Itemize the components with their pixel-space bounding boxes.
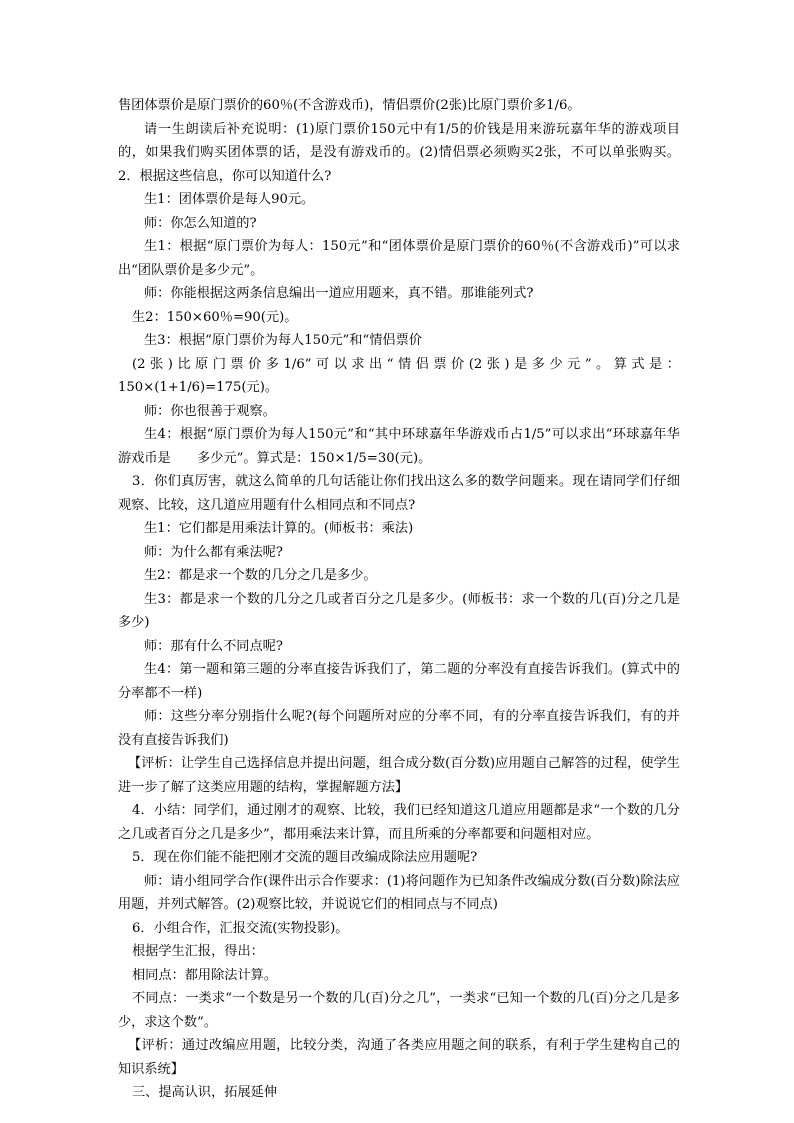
paragraph-30: 三、提高认识，拓展延伸	[132, 1085, 278, 1100]
paragraph-23: 5．现在你们能不能把刚才交流的题目改编成除法应用题呢?	[132, 850, 478, 865]
paragraph-2: 请一生朗读后补充说明：(1)原门票价150元中有1/5的价钱是用来游玩嘉年华的游戏项目的，如果我们购买团体票的话，是没有游戏币的。(2)情侣票必须购买2张，不可以单张购买。2．根据这些信息，你可以知道什么?	[118, 121, 680, 184]
paragraph-27: 相同点：都用除法计算。	[132, 967, 278, 983]
paragraph-25: 6．小组合作，汇报交流(实物投影)。	[132, 920, 349, 936]
paragraph-16: 生2：都是求一个数的几分之几是多少。	[144, 568, 377, 583]
paragraph-10: 150×(1+1/6)=175(元)。	[118, 380, 279, 395]
paragraph-7: 生2：150×60％=90(元)。	[132, 309, 298, 325]
paragraph-24: 师：请小组同学合作(课件出示合作要求：(1)将问题作为已知条件改编成分数(百分数)除法应用题，并列式解答。(2)观察比较，并说说它们的相同点与不同点)	[118, 873, 680, 912]
paragraph-4: 师：你怎么知道的?	[144, 215, 257, 231]
paragraph-22: 4．小结：同学们，通过刚才的观察、比较，我们已经知道这几道应用题都是求“一个数的几分之几或者百分之几是多少”，都用乘法来计算，而且所乘的分率都要和问题相对应。	[118, 803, 680, 842]
paragraph-5: 生1：根据“原门票价为每人：150元”和“团体票价是原门票价的60％(不含游戏币)”可以求出“团队票价是多少元”。	[118, 239, 680, 278]
paragraph-19: 生4：第一题和第三题的分率直接告诉我们了，第二题的分率没有直接告诉我们。(算式中的分率都不一样)	[118, 662, 680, 701]
paragraph-17: 生3：都是求一个数的几分之几或者百分之几是多少。(师板书：求一个数的几(百)分之几是多少)	[118, 591, 680, 630]
paragraph-11: 师：你也很善于观察。	[144, 403, 276, 419]
paragraph-15: 师：为什么都有乘法呢?	[144, 544, 283, 560]
paragraph-29: 【评析：通过改编应用题，比较分类，沟通了各类应用题之间的联系，有利于学生建构自己的知识系统】	[118, 1038, 680, 1077]
paragraph-8: 生3：根据“原门票价为每人150元”和“情侣票价	[144, 333, 422, 348]
paragraph-14: 生1：它们都是用乘法计算的。(师板书：乘法)	[144, 521, 414, 536]
paragraph-9: (2张)比原门票价多1/6”可以求出“情侣票价(2张)是多少元”。算式是：	[132, 356, 680, 372]
paragraph-1: 售团体票价是原门票价的60％(不含游戏币)，情侣票价(2张)比原门票价多1/6。	[118, 98, 581, 113]
paragraph-12: 生4：根据“原门票价为每人150元”和“其中环球嘉年华游戏币占1/5”可以求出“环球嘉年华游戏币是 多少元”。算式是：150×1/5=30(元)。	[118, 427, 680, 466]
paragraph-3: 生1：团体票价是每人90元。	[144, 192, 315, 207]
document-body	[118, 94, 680, 1105]
paragraph-13: 3．你们真厉害，就这么简单的几句话能让你们找出这么多的数学问题来。现在请同学们仔细观察、比较，这几道应用题有什么相同点和不同点?	[118, 474, 680, 513]
paragraph-21: 【评析：让学生自己选择信息并提出问题，组合成分数(百分数)应用题自己解答的过程，使学生进一步了解了这类应用题的结构，掌握解题方法】	[118, 756, 680, 795]
paragraph-20: 师：这些分率分别指什么呢?(每个问题所对应的分率不同，有的分率直接告诉我们，有的并没有直接告诉我们)	[118, 709, 680, 748]
paragraph-6: 师：你能根据这两条信息编出一道应用题来，真不错。那谁能列式?	[144, 286, 534, 301]
paragraph-26: 根据学生汇报，得出：	[132, 944, 264, 959]
paragraph-18: 师：那有什么不同点呢?	[144, 638, 283, 654]
paragraph-28: 不同点：一类求“一个数是另一个数的几(百)分之几”，一类求“已知一个数的几(百)分之几是多少，求这个数”。	[118, 991, 680, 1030]
